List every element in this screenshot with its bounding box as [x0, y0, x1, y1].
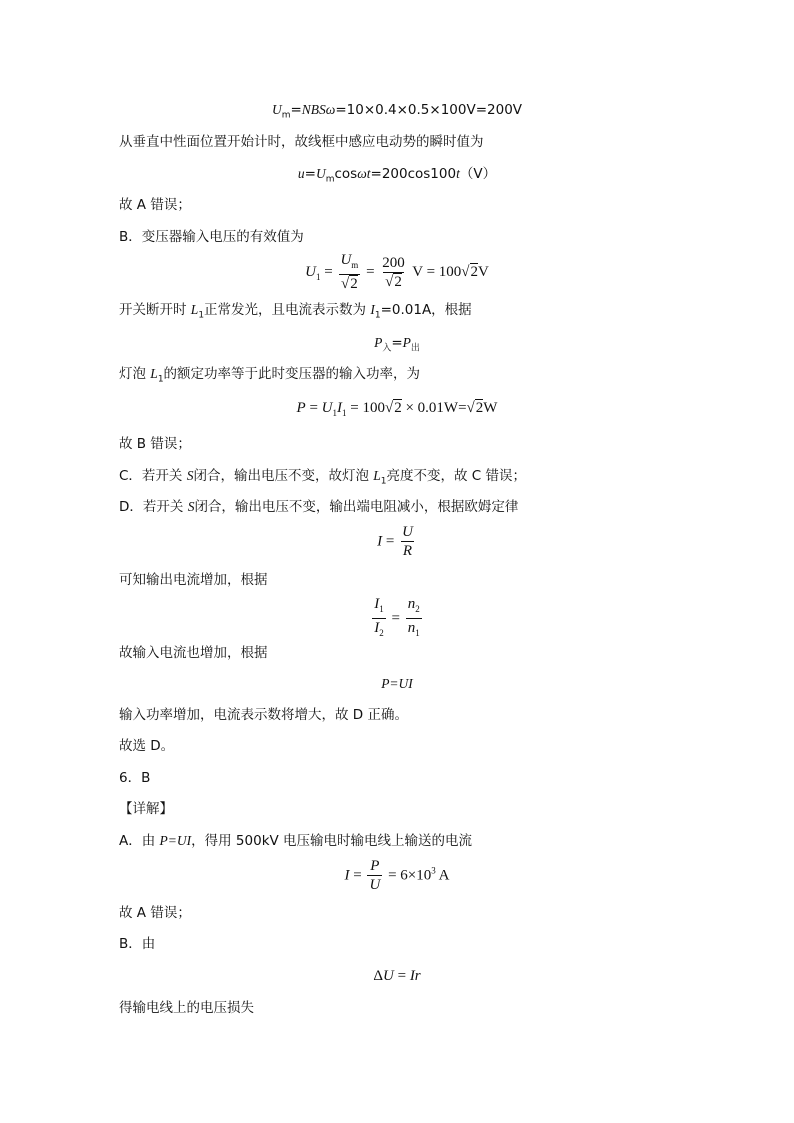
text-line: 故 B 错误；: [119, 436, 191, 452]
text-line: 灯泡 $L_1$的额定功率等于此时变压器的输入功率，为: [119, 366, 421, 385]
text-line: 从垂直中性面位置开始计时，故线框中感应电动势的瞬时值为: [119, 134, 484, 150]
text-part: 开关断开时: [119, 302, 191, 318]
formula-voltage-loss: ΔU = Ir: [373, 968, 421, 984]
text-line: 故输入电流也增加，根据: [119, 645, 268, 661]
text-line: 得输电线上的电压损失: [119, 1000, 254, 1016]
formula-um: $U_m=NBS\omega=10\times 0.4\times 0.5\times 100V=200V$: [271, 102, 523, 121]
text-line: 输入功率增加，电流表示数将增大，故 D 正确。: [119, 707, 408, 723]
text-part: 亮度不变，故 C 错误；: [386, 468, 527, 484]
text-line: 故 A 错误；: [119, 197, 191, 213]
text-line: B．变压器输入电压的有效值为: [119, 229, 304, 245]
text-part: ，得用 500kV 电压输电时输电线上输送的电流: [191, 833, 473, 849]
text-part: D．若开关: [119, 499, 188, 515]
text-part: P=UI: [159, 833, 192, 848]
formula-current: I = $\frac{P}{U}$ = $6\times 10^3$ A: [344, 858, 450, 893]
text-part: 正常发光，且电流表示数为: [204, 302, 371, 318]
text-line: [119, 831, 472, 851]
text-line: 故 A 错误；: [119, 905, 191, 921]
text-line: D．若开关 S闭合，输出电压不变，输出端电阻减小，根据欧姆定律: [119, 499, 519, 515]
text-part: C．若开关: [119, 468, 187, 484]
text-part: 灯泡: [119, 366, 151, 382]
text-part: 闭合，输出电压不变，输出端电阻减小，根据欧姆定律: [194, 499, 519, 515]
text-line: B．由: [119, 936, 156, 952]
sub-in: 入: [382, 343, 392, 354]
formula-u1: $U_1$ = $\frac{U_m}{√2}$ = $\frac{200}{√2}$ V = 100√2V: [305, 252, 489, 292]
question-number: 6．B: [119, 770, 151, 786]
text-part: 闭合，输出电压不变，故灯泡: [193, 468, 374, 484]
text-part: 的额定功率等于此时变压器的输入功率，为: [163, 366, 421, 382]
formula-pui: P=UI: [381, 676, 413, 691]
text-line: 开关断开时 $L_1$正常发光，且电流表示数为 $I_1=0.01A$，根据: [119, 302, 472, 321]
text-line: 可知输出电流增加，根据: [119, 572, 268, 588]
formula-ratio: $\frac{I_1}{I_2}$ = $\frac{n_2}{n_1}$: [0, 596, 794, 642]
text-part: A．由: [119, 833, 160, 849]
formula-ohm: I = $\frac{U}{R}$: [377, 524, 413, 559]
sub-out: 出: [410, 343, 420, 354]
section-heading: 【详解】: [119, 801, 173, 817]
formula-u: $u=U_m\cos\omega t=200\cos 100t(V)$: [297, 166, 497, 185]
text-part: =0.01A，根据: [380, 302, 472, 318]
text-line: 故选 D。: [119, 738, 175, 754]
formula-power-balance: $P_入=P_出$: [374, 335, 420, 354]
formula-power: $P = U_1I_1 = 100√2 \times 0.01W=√2W$: [296, 400, 498, 418]
formula-um-rhs: =10×0.4×0.5×100V=200V: [335, 102, 523, 118]
formula-u-unit: （V）: [459, 166, 497, 182]
text-line: C．若开关 S闭合，输出电压不变，故灯泡 $L_1$亮度不变，故 C 错误；: [119, 468, 527, 487]
